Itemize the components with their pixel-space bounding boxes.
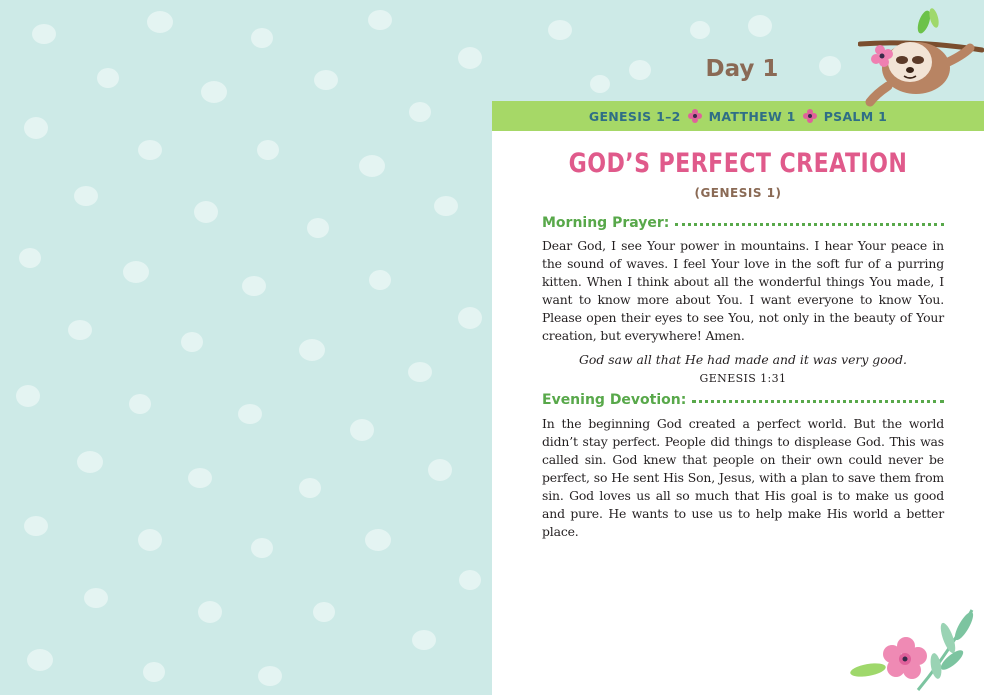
key-verse: God saw all that He had made and it was very good. (578, 352, 907, 367)
reading-psalm: PSALM 1 (823, 108, 888, 124)
dotted-divider (675, 223, 944, 226)
dotted-divider (692, 400, 944, 403)
reading-genesis: GENESIS 1–2 (588, 108, 681, 124)
morning-prayer-heading (542, 215, 944, 231)
key-verse-reference: GENESIS 1:31 (699, 372, 787, 385)
morning-prayer-text: Dear God, I see Your power in mountains. I hear Your peace in the sound of waves. I feel Your love in the soft fur of a purring kitten. When I think about all the wonderful things You made, I want to know more about You. I want everyone to know You. Please open their eyes to see You, not only in the beauty of Your creation, but everywhere! Amen. (542, 238, 944, 343)
devotion-title: GOD’S PERFECT CREATION (568, 148, 908, 179)
pink-flower-icon (688, 109, 702, 123)
leaf-illustration (848, 604, 978, 692)
reading-matthew: MATTHEW 1 (708, 108, 796, 124)
sloth-illustration (858, 4, 984, 108)
day-title: Day 1 (705, 56, 779, 82)
morning-prayer-label: Morning Prayer: (542, 215, 670, 231)
pink-flower-icon (803, 109, 817, 123)
title-scripture-reference: (GENESIS 1) (694, 186, 782, 200)
evening-devotion-heading (542, 392, 944, 408)
evening-devotion-label: Evening Devotion: (542, 392, 687, 408)
evening-devotion-text: In the beginning God created a perfect world. But the world didn’t stay perfect. People did things to displease God. This was called sin. God knew that people on their own could never be perfect, so He sent His Son, Jesus, with a plan to save them from sin. God loves us all so much that His goal is to make us good and pure. He wants to use us to help make His world a better place. (542, 416, 944, 539)
